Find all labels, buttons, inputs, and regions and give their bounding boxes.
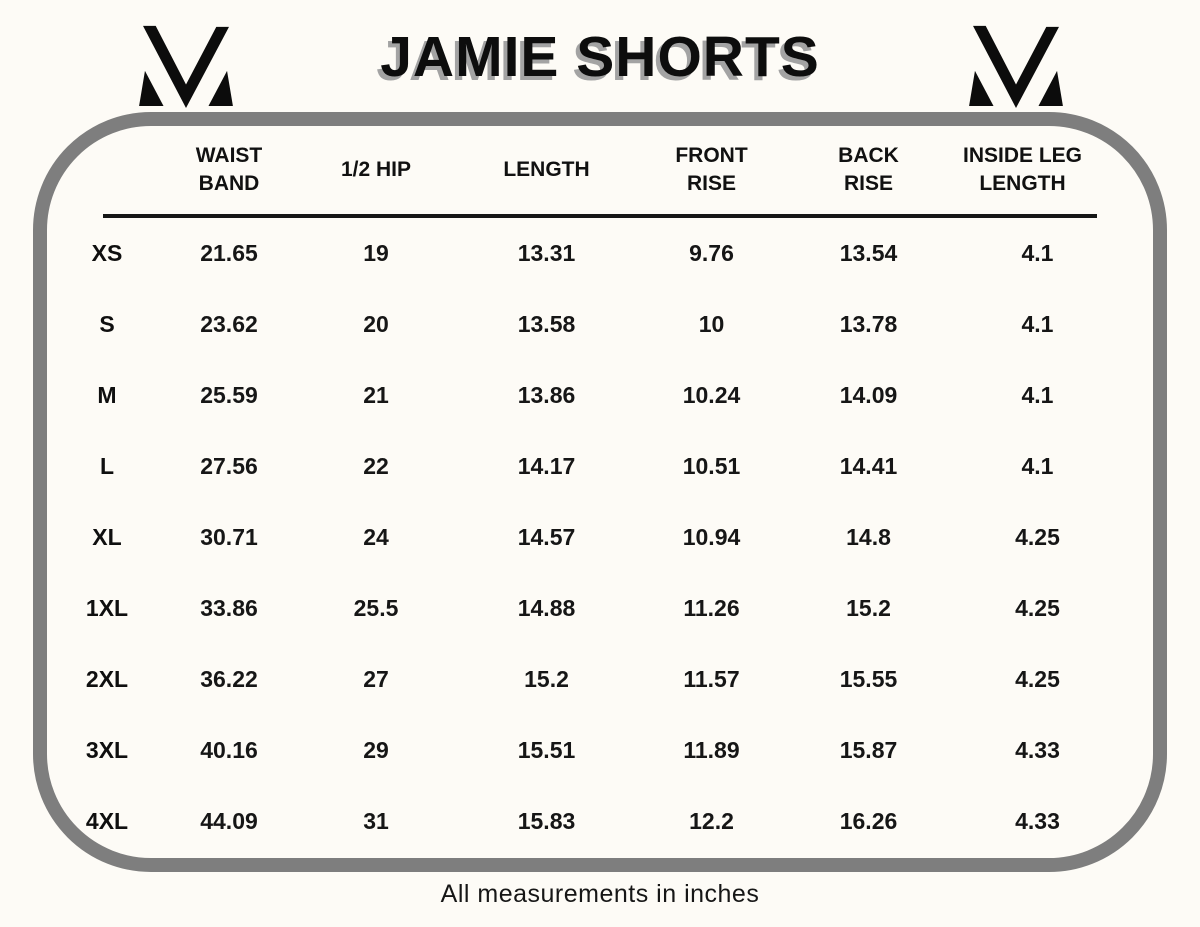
table-cell: 12.2 xyxy=(689,808,734,834)
table-cell: 13.54 xyxy=(839,240,898,266)
col-header-front-rise: FRONT RISE xyxy=(675,143,748,195)
size-label: S xyxy=(99,311,115,337)
col-header-back-rise: BACK RISE xyxy=(838,143,899,195)
table-cell: 15.87 xyxy=(839,737,898,763)
table-cell: 13.86 xyxy=(517,382,576,408)
table-cell: 4.25 xyxy=(1015,524,1060,550)
size-label: 2XL xyxy=(85,666,129,692)
table-cell: 10 xyxy=(698,311,725,337)
table-cell: 33.86 xyxy=(200,595,258,621)
table-cell: 16.26 xyxy=(839,808,898,834)
size-label: XS xyxy=(91,240,123,266)
mv-logo-right-wedge xyxy=(1038,71,1062,106)
table-cell: 10.94 xyxy=(682,524,741,550)
table-cell: 21 xyxy=(363,382,389,408)
table-cell: 4.25 xyxy=(1015,595,1060,621)
table-cell: 4.33 xyxy=(1015,737,1060,763)
table-cell: 21.65 xyxy=(200,240,258,266)
table-cell: 4.1 xyxy=(1021,240,1054,266)
table-cell: 19 xyxy=(363,240,389,266)
table-cell: 36.22 xyxy=(200,666,258,692)
table-cell: 9.76 xyxy=(689,240,734,266)
table-cell: 13.58 xyxy=(517,311,576,337)
table-cell: 22 xyxy=(363,453,389,479)
size-chart-panel xyxy=(33,112,1167,872)
table-cell: 31 xyxy=(363,808,389,834)
brand-mv-logo-right xyxy=(967,22,1065,108)
table-cell: 11.89 xyxy=(683,737,740,763)
table-cell: 14.17 xyxy=(517,453,576,479)
table-cell: 15.2 xyxy=(846,595,891,621)
col-header-inside-leg-length: INSIDE LEG LENGTH xyxy=(962,143,1083,195)
size-label: 1XL xyxy=(85,595,129,621)
table-cell: 14.57 xyxy=(517,524,576,550)
table-cell: 27.56 xyxy=(200,453,258,479)
col-header-length: LENGTH xyxy=(503,157,590,181)
size-label: 3XL xyxy=(85,737,129,763)
table-cell: 13.31 xyxy=(517,240,576,266)
table-cell: 14.41 xyxy=(839,453,898,479)
size-table xyxy=(47,126,1153,858)
table-cell: 30.71 xyxy=(200,524,258,550)
table-cell: 20 xyxy=(363,311,389,337)
table-cell: 4.33 xyxy=(1015,808,1060,834)
table-cell: 13.78 xyxy=(839,311,898,337)
table-cell: 4.25 xyxy=(1015,666,1060,692)
table-cell: 10.51 xyxy=(682,453,741,479)
table-corner xyxy=(47,126,167,214)
table-cell: 15.2 xyxy=(524,666,569,692)
page-title: JAMIE SHORTS xyxy=(380,25,820,89)
col-header-waist-band: WAIST BAND xyxy=(195,143,263,195)
table-cell: 44.09 xyxy=(200,808,258,834)
table-cell: 24 xyxy=(363,524,389,550)
size-label: 4XL xyxy=(85,808,129,834)
table-cell: 15.83 xyxy=(517,808,576,834)
table-cell: 4.1 xyxy=(1021,453,1054,479)
table-cell: 23.62 xyxy=(200,311,258,337)
size-label: L xyxy=(99,453,115,479)
table-cell: 14.88 xyxy=(517,595,576,621)
col-header-half-hip: 1/2 HIP xyxy=(340,157,412,181)
table-cell: 25.5 xyxy=(353,595,399,621)
table-cell: 4.1 xyxy=(1021,382,1054,408)
table-cell: 15.51 xyxy=(517,737,576,763)
measurement-unit-note: All measurements in inches xyxy=(440,880,760,908)
table-cell: 4.1 xyxy=(1021,311,1054,337)
table-cell: 27 xyxy=(363,666,389,692)
mv-logo-left-wedge xyxy=(969,71,993,106)
size-label: XL xyxy=(92,524,122,550)
table-cell: 40.16 xyxy=(200,737,258,763)
table-cell: 29 xyxy=(363,737,389,763)
table-cell: 14.09 xyxy=(839,382,898,408)
table-cell: 11.26 xyxy=(683,595,740,621)
table-cell: 14.8 xyxy=(846,524,891,550)
table-cell: 10.24 xyxy=(682,382,741,408)
table-cell: 11.57 xyxy=(683,666,740,692)
table-cell: 25.59 xyxy=(200,382,258,408)
size-label: M xyxy=(97,382,117,408)
table-cell: 15.55 xyxy=(839,666,898,692)
